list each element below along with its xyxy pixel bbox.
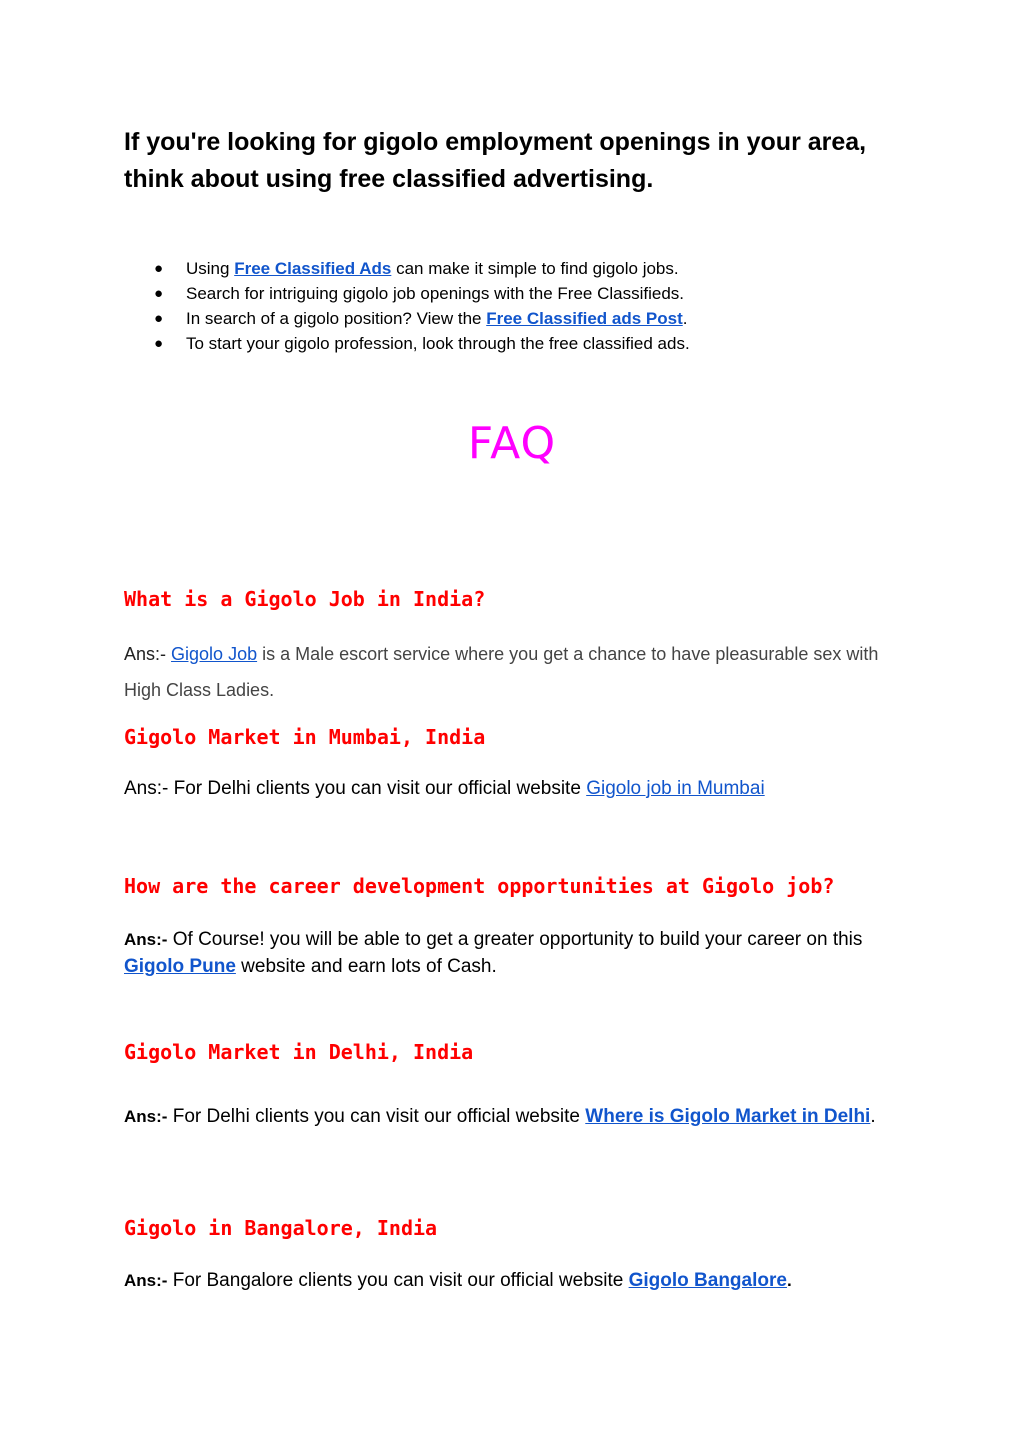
free-classified-ads-link[interactable]: Free Classified Ads — [234, 259, 392, 278]
answer-label: Ans:- — [124, 930, 168, 949]
faq-answer: Ans:- For Delhi clients you can visit our official website Where is Gigolo Market in Delhi. — [124, 1106, 876, 1127]
gigolo-pune-link[interactable]: Gigolo Pune — [124, 956, 236, 977]
bullet-list — [124, 256, 924, 356]
list-item: ● Using Free Classified Ads can make it simple to find gigolo jobs. — [124, 256, 924, 281]
faq-question: How are the career development opportunities at Gigolo job? — [124, 874, 835, 898]
bullet-icon: ● — [154, 335, 164, 352]
gigolo-bangalore-link[interactable]: Gigolo Bangalore — [628, 1270, 787, 1291]
gigolo-market-delhi-link[interactable]: Where is Gigolo Market in Delhi — [585, 1106, 871, 1127]
faq-question: Gigolo Market in Mumbai, India — [124, 725, 486, 749]
list-item: ● In search of a gigolo position? View the Free Classified ads Post. — [124, 306, 924, 331]
page-heading: If you're looking for gigolo employment openings in your area, think about using free classified advertising. — [124, 128, 867, 193]
faq-answer: Ans:- Of Course! you will be able to get a greater opportunity to build your career on this Gigolo Pune website and earn lots of Cash. — [124, 929, 863, 977]
bullet-icon: ● — [154, 285, 164, 302]
free-classified-ads-post-link[interactable]: Free Classified ads Post — [486, 309, 683, 328]
gigolo-job-mumbai-link[interactable]: Gigolo job in Mumbai — [586, 778, 765, 799]
faq-question: Gigolo Market in Delhi, India — [124, 1040, 474, 1064]
faq-answer: Ans:- Gigolo Job is a Male escort service where you get a chance to have pleasurable sex with High Class Ladies. — [124, 644, 879, 700]
faq-answer: Ans:- For Bangalore clients you can visit our official website Gigolo Bangalore. — [124, 1270, 792, 1291]
faq-title: FAQ — [467, 418, 557, 469]
faq-answer: Ans:- For Delhi clients you can visit our official website Gigolo job in Mumbai — [124, 778, 765, 799]
bullet-icon: ● — [154, 260, 164, 277]
answer-label: Ans:- — [124, 1107, 168, 1126]
faq-question: What is a Gigolo Job in India? — [124, 587, 486, 611]
gigolo-job-link[interactable]: Gigolo Job — [171, 644, 258, 664]
answer-label: Ans:- — [124, 644, 167, 664]
faq-question: Gigolo in Bangalore, India — [124, 1216, 438, 1240]
bullet-icon: ● — [154, 310, 164, 327]
answer-label: Ans:- — [124, 778, 169, 799]
answer-label: Ans:- — [124, 1271, 168, 1290]
list-item: ● Search for intriguing gigolo job openings with the Free Classifieds. — [124, 281, 924, 306]
list-item: ● To start your gigolo profession, look through the free classified ads. — [124, 331, 924, 356]
